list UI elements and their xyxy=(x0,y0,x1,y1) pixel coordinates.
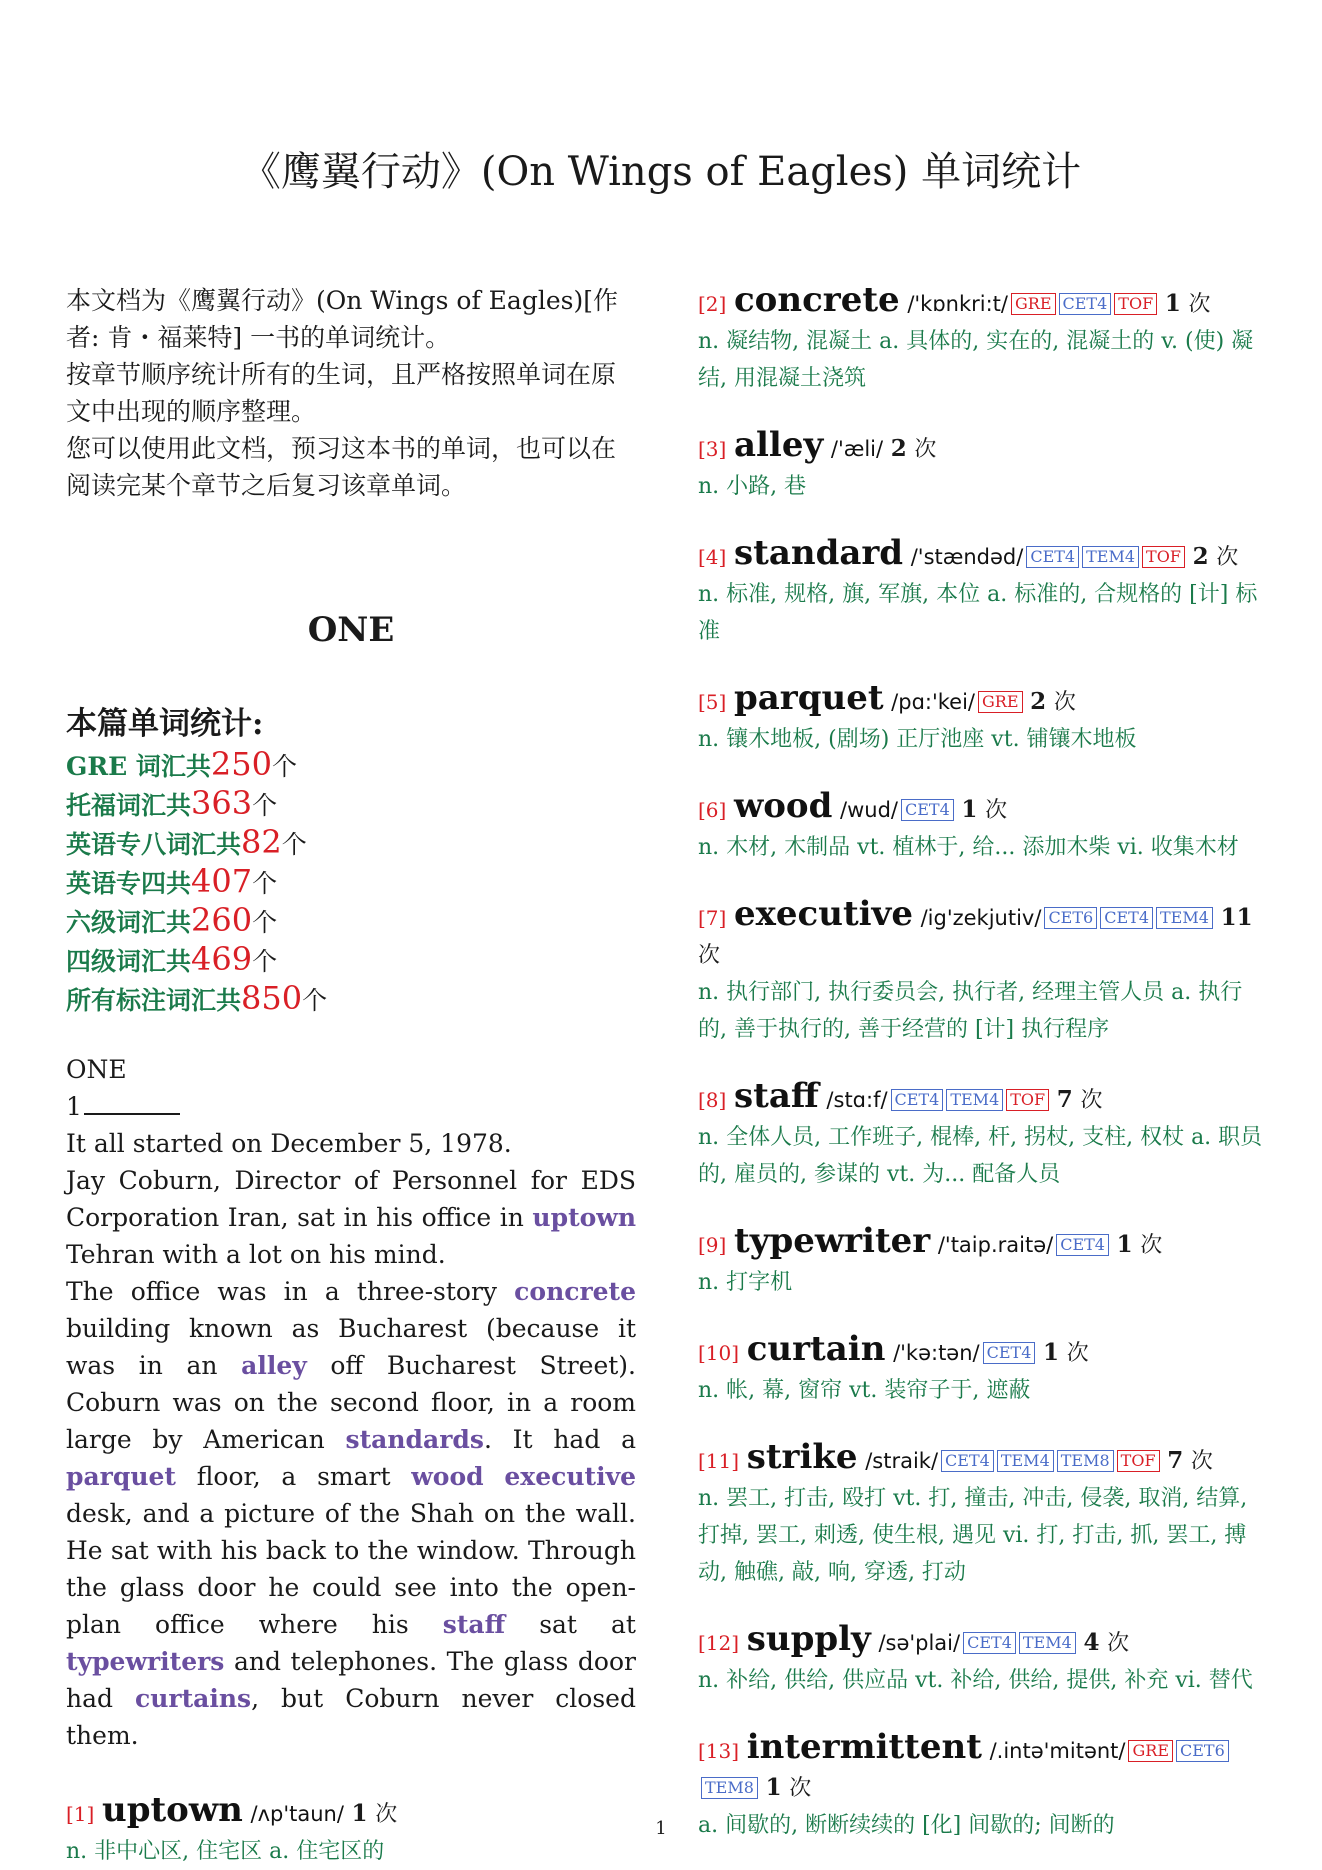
level-tag: TEM4 xyxy=(1156,907,1213,929)
entry-head xyxy=(698,788,1270,829)
entry-word: curtain xyxy=(746,1329,886,1369)
entry-definition: n. 镶木地板, (剧场) 正厅池座 vt. 铺镶木地板 xyxy=(698,727,1137,752)
level-tag: TOF xyxy=(1117,1450,1160,1472)
entry-head xyxy=(698,282,1270,323)
entry-index: [12] xyxy=(698,1631,740,1655)
entry-head xyxy=(698,1331,1270,1372)
level-tag: CET6 xyxy=(1044,907,1097,929)
entry-definition: n. 打字机 xyxy=(698,1270,793,1295)
text-paragraph: Jay Coburn, Director of Personnel for EDS Corporation Iran, sat in his office in uptown Tehran with a lot on his mind. xyxy=(66,1166,636,1269)
level-tag: TEM8 xyxy=(1057,1450,1114,1472)
level-tag: TEM4 xyxy=(997,1450,1054,1472)
entry-word: staff xyxy=(733,1076,819,1116)
entry-definition: n. 凝结物, 混凝土 a. 具体的, 实在的, 混凝土的 v. (使) 凝结, 用混凝土浇筑 xyxy=(698,329,1254,391)
entry-word: uptown xyxy=(101,1790,243,1830)
highlight-word: alley xyxy=(241,1351,307,1380)
level-tag: TEM4 xyxy=(1019,1632,1076,1654)
entry-definition: n. 补给, 供给, 供应品 vt. 补给, 供给, 提供, 补充 vi. 替代 xyxy=(698,1668,1253,1693)
entry-head xyxy=(698,427,1270,468)
level-tag: CET4 xyxy=(983,1342,1036,1364)
entry-index: [10] xyxy=(698,1341,740,1365)
highlight-word: typewriters xyxy=(66,1647,225,1676)
entry-phonetic: /'kɒnkri:t/ xyxy=(907,292,1008,316)
level-tag: CET4 xyxy=(891,1089,944,1111)
stat-unit: 个 xyxy=(252,947,278,976)
entry-index: [8] xyxy=(698,1088,727,1112)
highlight-word: staff xyxy=(442,1610,506,1639)
entry-definition: n. 罢工, 打击, 殴打 vt. 打, 撞击, 冲击, 侵袭, 取消, 结算, 打掉, 罢工, 刺透, 使生根, 遇见 vi. 打, 打击, 抓, 罢工, 搏动, 触礁, 敲, 响, 穿透, 打动 xyxy=(698,1486,1248,1585)
text-line: It all started on December 5, 1978. xyxy=(66,1129,512,1158)
entry-times: 次 xyxy=(1053,690,1076,715)
document-title: 《鹰翼行动》(On Wings of Eagles) 单词统计 xyxy=(240,149,1082,195)
stat-line xyxy=(66,785,636,824)
stats-heading: 本篇单词统计: xyxy=(66,706,264,742)
section-title: ONE xyxy=(307,610,395,650)
vocab-entry xyxy=(698,282,1270,397)
entry-word: wood xyxy=(733,786,833,826)
entry-definition: n. 执行部门, 执行委员会, 执行者, 经理主管人员 a. 执行的, 善于执行的, 善于经营的 [计] 执行程序 xyxy=(698,980,1243,1042)
entry-count: 1 xyxy=(1043,1339,1060,1366)
entry-phonetic: /.intə'mitənt/ xyxy=(989,1739,1126,1763)
entry-count: 2 xyxy=(1030,688,1047,715)
stat-label: 六级词汇共 xyxy=(66,908,192,937)
entry-times: 次 xyxy=(1190,1449,1213,1474)
entry-definition: n. 小路, 巷 xyxy=(698,474,807,499)
level-tag: TEM4 xyxy=(946,1089,1003,1111)
highlight-word: wood xyxy=(411,1462,484,1491)
stats-list xyxy=(66,746,636,1019)
stat-line xyxy=(66,824,636,863)
stat-value: 260 xyxy=(191,901,253,939)
vocab-entry xyxy=(698,896,1270,1048)
level-tag: CET4 xyxy=(1056,1234,1109,1256)
stat-value: 250 xyxy=(210,745,272,783)
stat-value: 82 xyxy=(241,823,282,861)
stat-label: 英语专八词汇共 xyxy=(66,830,242,859)
chapter-rule xyxy=(84,1113,180,1115)
stat-label: 四级词汇共 xyxy=(66,947,192,976)
intro-paragraph: 本文档为《鹰翼行动》(On Wings of Eagles)[作者: 肯・福莱特] 一书的单词统计。 xyxy=(66,286,618,352)
level-tag: CET4 xyxy=(1100,907,1153,929)
stat-unit: 个 xyxy=(252,791,278,820)
entry-word: standard xyxy=(733,533,904,573)
level-tag: TOF xyxy=(1114,293,1157,315)
vocab-list xyxy=(698,282,1270,1844)
highlight-word: concrete xyxy=(514,1277,636,1306)
entry-definition: n. 标准, 规格, 旗, 军旗, 本位 a. 标准的, 合规格的 [计] 标准 xyxy=(698,582,1258,644)
entry-count: 1 xyxy=(1164,290,1181,317)
entry-phonetic: /straik/ xyxy=(865,1449,939,1473)
entry-times: 次 xyxy=(1188,292,1211,317)
entry-head xyxy=(698,535,1270,576)
entry-times: 次 xyxy=(985,798,1008,823)
entry-phonetic: /wud/ xyxy=(840,798,898,822)
entry-count: 11 xyxy=(1220,904,1253,931)
level-tag: CET6 xyxy=(1176,1740,1229,1762)
entry-times: 次 xyxy=(375,1802,398,1827)
entry-word: parquet xyxy=(733,678,884,718)
entry-times: 次 xyxy=(1080,1088,1103,1113)
stat-line xyxy=(66,941,636,980)
highlight-word: parquet xyxy=(66,1462,176,1491)
entry-index: [4] xyxy=(698,545,727,569)
entry-index: [5] xyxy=(698,690,727,714)
entry-definition: a. 间歇的, 断断续续的 [化] 间歇的; 间断的 xyxy=(698,1813,1115,1838)
chapter-label: ONE xyxy=(66,1055,127,1084)
stat-label: GRE 词汇共 xyxy=(66,752,211,781)
entry-definition: n. 帐, 幕, 窗帘 vt. 装帘子于, 遮蔽 xyxy=(698,1378,1031,1403)
entry-phonetic: /pɑ:'kei/ xyxy=(891,690,975,714)
stat-value: 850 xyxy=(241,979,303,1017)
level-tag: CET4 xyxy=(1026,546,1079,568)
entry-definition: n. 非中心区, 住宅区 a. 住宅区的 xyxy=(66,1839,385,1864)
entry-phonetic: /'æli/ xyxy=(830,437,884,461)
entry-head xyxy=(698,1439,1270,1480)
entry-phonetic: /stɑ:f/ xyxy=(826,1088,888,1112)
entry-count: 2 xyxy=(1192,543,1209,570)
level-tag: GRE xyxy=(1128,1740,1173,1762)
entry-word: intermittent xyxy=(746,1727,982,1767)
stat-unit: 个 xyxy=(281,830,307,859)
vocab-entry xyxy=(698,1439,1270,1591)
vocab-entry xyxy=(698,1621,1270,1699)
entry-count: 1 xyxy=(351,1800,368,1827)
stat-unit: 个 xyxy=(252,869,278,898)
entry-count: 7 xyxy=(1056,1086,1073,1113)
vocab-entry xyxy=(698,1078,1270,1193)
stat-label: 英语专四共 xyxy=(66,869,192,898)
level-tag: CET4 xyxy=(901,799,954,821)
left-column xyxy=(66,282,636,1870)
stat-line xyxy=(66,902,636,941)
entry-word: executive xyxy=(733,894,913,934)
text-paragraph: The office was in a three-story concrete building known as Bucharest (because it was in an alley off Bucharest Street). Coburn was on the second floor, in a room large by American standards. It had a parquet floor, a smart wood executive desk, and a picture of the Shah on the wall. He sat with his back to the window. Through the glass door he could see into the open-plan office where his staff sat at typewriters and telephones. The glass door had curtains, but Coburn never closed them. xyxy=(66,1277,637,1750)
level-tag: CET4 xyxy=(963,1632,1016,1654)
entry-index: [13] xyxy=(698,1739,740,1763)
stat-line xyxy=(66,980,636,1019)
entry-times: 次 xyxy=(1066,1341,1089,1366)
entry-index: [2] xyxy=(698,292,727,316)
entry-times: 次 xyxy=(914,437,937,462)
entry-head xyxy=(698,1223,1270,1264)
vocab-entry xyxy=(698,1331,1270,1409)
entry-count: 1 xyxy=(961,796,978,823)
highlight-word: curtains xyxy=(135,1684,252,1713)
chapter-heading xyxy=(66,1051,636,1125)
level-tag: TEM4 xyxy=(1082,546,1139,568)
entry-phonetic: /ʌp'taun/ xyxy=(250,1802,344,1826)
entry-index: [1] xyxy=(66,1802,95,1826)
entry-times: 次 xyxy=(698,943,721,968)
highlight-word: uptown xyxy=(532,1203,636,1232)
entry-head xyxy=(698,1078,1270,1119)
entry-head xyxy=(698,1729,1270,1807)
entry-phonetic: /ig'zekjutiv/ xyxy=(920,906,1042,930)
entry-word: strike xyxy=(746,1437,858,1477)
stat-value: 363 xyxy=(191,784,253,822)
stat-value: 407 xyxy=(191,862,253,900)
entry-times: 次 xyxy=(1216,545,1239,570)
stat-unit: 个 xyxy=(271,752,297,781)
vocab-entry xyxy=(698,680,1270,758)
entry-phonetic: /'taip.raitə/ xyxy=(937,1233,1054,1257)
chapter-number-line xyxy=(66,1088,636,1125)
stat-value: 469 xyxy=(191,940,253,978)
entry-word: concrete xyxy=(733,280,900,320)
entry-word: typewriter xyxy=(733,1221,931,1261)
stat-unit: 个 xyxy=(252,908,278,937)
entry-index: [3] xyxy=(698,437,727,461)
vocab-entry xyxy=(698,535,1270,650)
level-tag: TOF xyxy=(1006,1089,1049,1111)
level-tag: CET4 xyxy=(941,1450,994,1472)
intro xyxy=(66,282,636,504)
highlight-word: standards xyxy=(345,1425,484,1454)
entry-count: 2 xyxy=(890,435,907,462)
intro-paragraph: 您可以使用此文档，预习这本书的单词，也可以在阅读完某个章节之后复习该章单词。 xyxy=(66,434,617,500)
entry-index: [9] xyxy=(698,1233,727,1257)
entry-count: 1 xyxy=(1116,1231,1133,1258)
entry-head xyxy=(698,680,1270,721)
entry-times: 次 xyxy=(789,1776,812,1801)
entry-word: alley xyxy=(733,425,824,465)
level-tag: GRE xyxy=(1011,293,1056,315)
page-number: 1 xyxy=(655,1818,667,1839)
right-column xyxy=(698,282,1270,1870)
entry-index: [7] xyxy=(698,906,727,930)
vocab-entry xyxy=(698,427,1270,505)
entry-times: 次 xyxy=(1107,1631,1130,1656)
level-tag: TEM8 xyxy=(701,1777,758,1799)
stat-unit: 个 xyxy=(302,986,328,1015)
entry-head xyxy=(698,1621,1270,1662)
entry-head xyxy=(698,896,1270,974)
entry-phonetic: /'kə:tən/ xyxy=(893,1341,980,1365)
intro-paragraph: 按章节顺序统计所有的生词，且严格按照单词在原文中出现的顺序整理。 xyxy=(66,360,617,426)
vocab-entry xyxy=(698,788,1270,866)
entry-count: 7 xyxy=(1167,1447,1184,1474)
highlight-word: executive xyxy=(504,1462,636,1491)
entry-times: 次 xyxy=(1140,1233,1163,1258)
level-tag: GRE xyxy=(978,691,1023,713)
entry-definition: n. 木材, 木制品 vt. 植林于, 给... 添加木柴 vi. 收集木材 xyxy=(698,835,1239,860)
entry-word: supply xyxy=(746,1619,871,1659)
stat-line xyxy=(66,746,636,785)
entry-count: 1 xyxy=(765,1774,782,1801)
stat-label: 所有标注词汇共 xyxy=(66,986,242,1015)
chapter-text xyxy=(66,1125,636,1754)
level-tag: CET4 xyxy=(1059,293,1112,315)
entry-definition: n. 全体人员, 工作班子, 棍棒, 杆, 拐杖, 支柱, 权杖 a. 职员的, 雇员的, 参谋的 vt. 为... 配备人员 xyxy=(698,1125,1263,1187)
vocab-entry xyxy=(698,1223,1270,1301)
stat-label: 托福词汇共 xyxy=(66,791,192,820)
entry-index: [6] xyxy=(698,798,727,822)
chapter-number: 1 xyxy=(66,1092,82,1121)
entry-phonetic: /'stændəd/ xyxy=(910,545,1024,569)
stat-line xyxy=(66,863,636,902)
entry-count: 4 xyxy=(1083,1629,1100,1656)
entry-index: [11] xyxy=(698,1449,740,1473)
level-tag: TOF xyxy=(1142,546,1185,568)
entry-phonetic: /sə'plai/ xyxy=(878,1631,961,1655)
